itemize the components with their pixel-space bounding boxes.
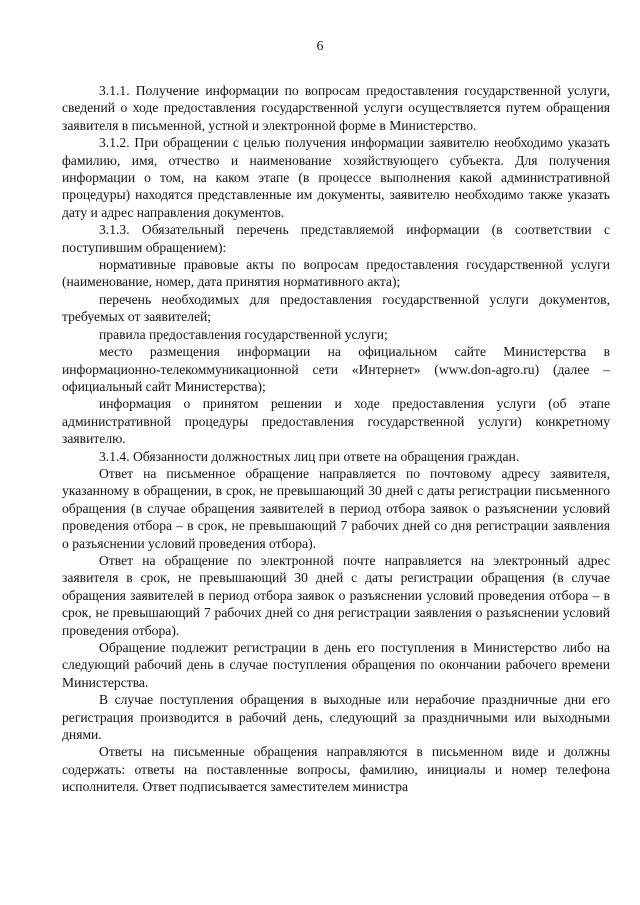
list-item-normative-acts: нормативные правовые акты по вопросам предоставления государственной услуги (наименование, номер, дата принятия нормативного акта); xyxy=(62,257,610,290)
paragraph-reply-content: Ответы на письменные обращения направляются в письменном виде и должны содержать: ответы на поставленные вопросы, фамилию, инициалы и номер телефона исполнителя. Ответ подписывается заместителем министра xyxy=(62,744,610,795)
paragraph-email-reply: Ответ на обращение по электронной почте направляется на электронный адрес заявителя в срок, не превышающий 30 дней с даты регистрации обращения (в случае обращения заявителей в период отбора заявок о разъяснении условий проведения отбора – в срок, не превышающий 7 рабочих дней со дня регистрации заявления о разъяснении условий проведения отбора). xyxy=(62,552,610,638)
page-number: 6 xyxy=(316,38,324,53)
list-item-decision-info: информация о принятом решении и ходе предоставления услуги (об этапе административной процедуры предоставления государственной услуги) конкретному заявителю. xyxy=(62,396,610,447)
paragraph-3-1-2: 3.1.2. При обращении с целью получения информации заявителю необходимо указать фамилию, имя, отчество и наименование хозяйствующего субъекта. Для получения информации о том, на каком этапе (в процессе выполнения какой административной процедуры) находятся представленные им документы, заявителю необходимо также указать дату и адрес направления документов. xyxy=(62,135,610,220)
list-item-website: место размещения информации на официальном сайте Министерства в информационно-телекоммуникационной сети «Интернет» (www.don-agro.ru) (далее – официальный сайт Министерства); xyxy=(62,344,610,394)
paragraph-3-1-1: 3.1.1. Получение информации по вопросам предоставления государственной услуги, сведений о ходе предоставления государственной услуги осуществляется путем обращения заявителя в письменной, устной и электронной форме в Министерство. xyxy=(62,83,610,133)
paragraph-registration: Обращение подлежит регистрации в день его поступления в Министерство либо на следующий рабочий день в случае поступления обращения по окончании рабочего времени Министерства. xyxy=(62,640,610,690)
paragraph-3-1-4: 3.1.4. Обязанности должностных лиц при ответе на обращения граждан. xyxy=(99,448,520,464)
paragraph-holidays: В случае поступления обращения в выходные или нерабочие праздничные дни его регистрация производится в рабочий день, следующий за праздничными или выходными днями. xyxy=(62,692,610,743)
document-body xyxy=(62,82,610,796)
list-item-rules: правила предоставления государственной услуги; xyxy=(99,326,388,342)
paragraph-written-reply: Ответ на письменное обращение направляется по почтовому адресу заявителя, указанному в обращении, в срок, не превышающий 30 дней с даты регистрации письменного обращения (в случае обращения заявителей в период отбора заявок о разъяснении условий проведения отбора – в срок, не превышающий 7 рабочих дней со дня регистрации заявления о разъяснении условий проведения отбора). xyxy=(62,465,610,551)
list-item-documents: перечень необходимых для предоставления государственной услуги документов, требуемых от заявителей; xyxy=(62,291,610,325)
paragraph-3-1-3: 3.1.3. Обязательный перечень представляемой информации (в соответствии с поступившим обращением): xyxy=(62,222,610,255)
